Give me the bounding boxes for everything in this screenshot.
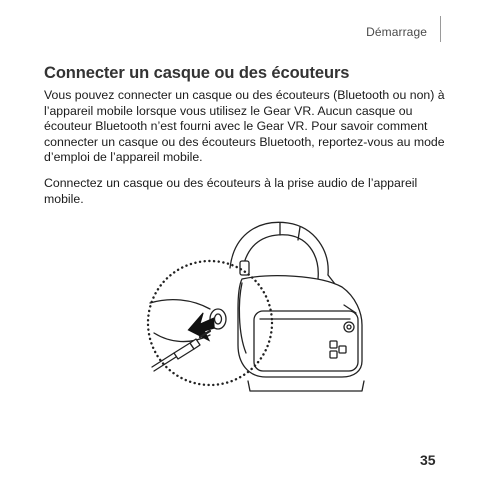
headset-illustration	[130, 213, 390, 403]
intro-paragraph: Vous pouvez connecter un casque ou des écouteurs (Bluetooth ou non) à l’appareil mobile lorsque vous utilisez le Gear VR. Aucun casque ou écouteur Bluetooth n’est fourni avec le Gear VR. Pour savoir comment connecter un casque ou des écouteurs Bluetooth, reportez-vous au mode d’emploi de l’appareil mobile.	[44, 88, 445, 165]
page-number: 35	[420, 452, 436, 468]
gear-vr-headset-icon	[150, 222, 364, 391]
instruction-paragraph: Connectez un casque ou des écouteurs à la prise audio de l’appareil mobile.	[44, 176, 418, 206]
running-header: Démarrage	[366, 25, 427, 39]
header-divider	[440, 16, 441, 42]
section-heading: Connecter un casque ou des écouteurs	[44, 64, 350, 82]
